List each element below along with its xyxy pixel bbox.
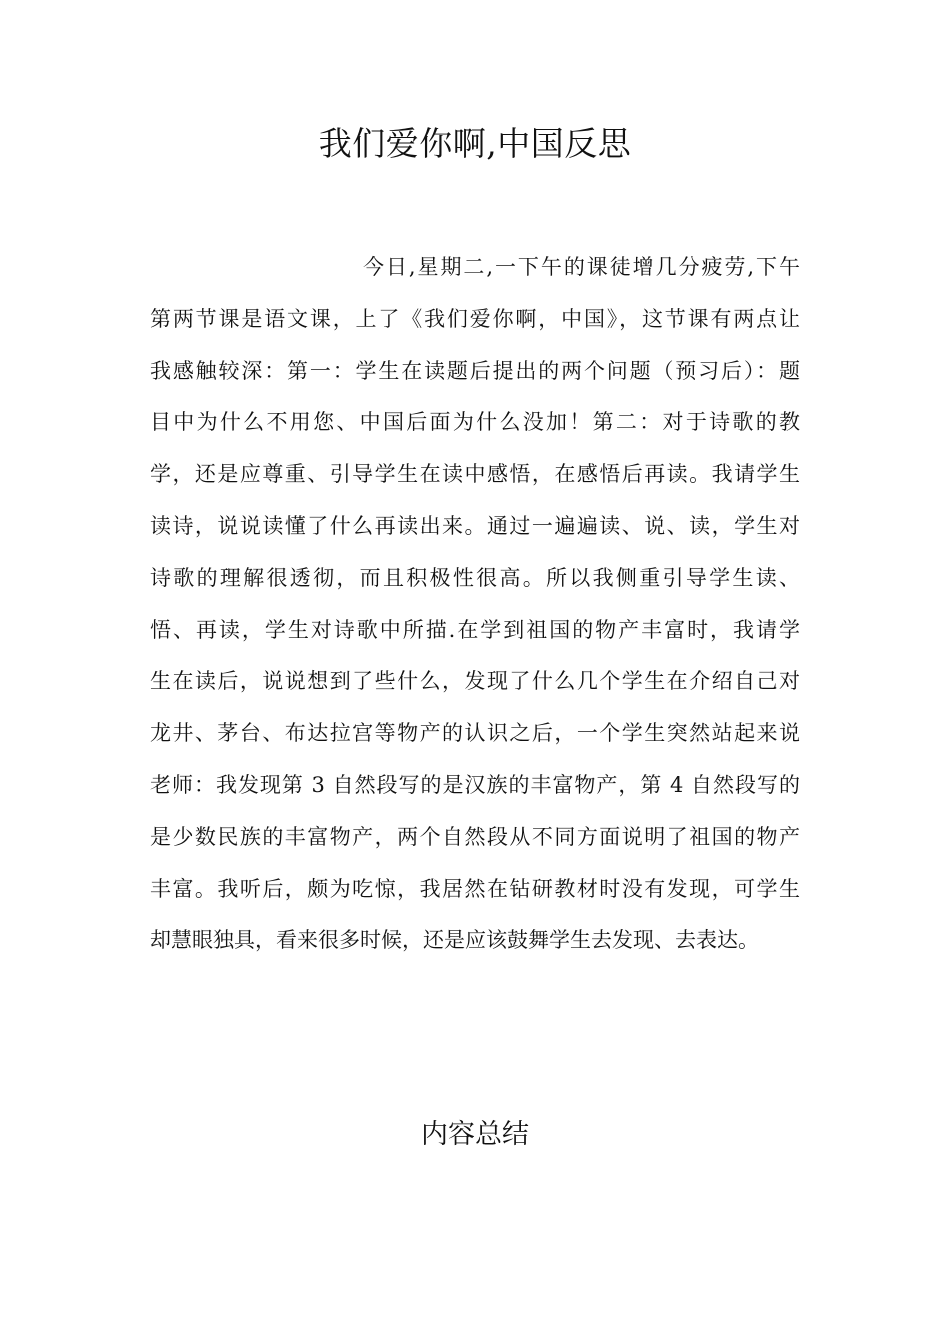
paragraph-line: 丰富。我听后，颇为吃惊，我居然在钻研教材时没有发现，可学生: [150, 876, 800, 901]
paragraph-line: 老师：我发现第 3 自然段写的是汉族的丰富物产，第 4 自然段写的: [150, 772, 800, 797]
paragraph-line: 目中为什么不用您、中国后面为什么没加！第二：对于诗歌的教: [150, 410, 800, 435]
paragraph-line: 读诗，说说读懂了什么再读出来。通过一遍遍读、说、读，学生对: [150, 513, 800, 538]
paragraph-line: 学，还是应尊重、引导学生在读中感悟，在感悟后再读。我请学生: [150, 462, 800, 487]
paragraph-line: 却慧眼独具，看来很多时候，还是应该鼓舞学生去发现、去表达。: [150, 928, 759, 953]
paragraph-line: 我感触较深：第一：学生在读题后提出的两个问题（预习后）：题: [150, 358, 800, 383]
paragraph-line: 今日,星期二,一下午的课徒增几分疲劳,下午: [363, 255, 800, 279]
paragraph-line: 是少数民族的丰富物产，两个自然段从不同方面说明了祖国的物产: [150, 824, 800, 849]
summary-heading: 内容总结: [421, 1119, 529, 1150]
document-title: 我们爱你啊,中国反思: [318, 124, 632, 163]
paragraph-line: 悟、再读，学生对诗歌中所描.在学到祖国的物产丰富时，我请学: [150, 617, 800, 642]
paragraph-line: 第两节课是语文课，上了《我们爱你啊，中国》，这节课有两点让: [150, 306, 800, 331]
paragraph-line: 诗歌的理解很透彻，而且积极性很高。所以我侧重引导学生读、: [150, 565, 800, 590]
paragraph-line: 生在读后，说说想到了些什么，发现了什么几个学生在介绍自己对: [150, 669, 800, 694]
body-paragraph: [150, 242, 800, 967]
paragraph-line: 龙井、茅台、布达拉宫等物产的认识之后，一个学生突然站起来说: [150, 721, 800, 746]
